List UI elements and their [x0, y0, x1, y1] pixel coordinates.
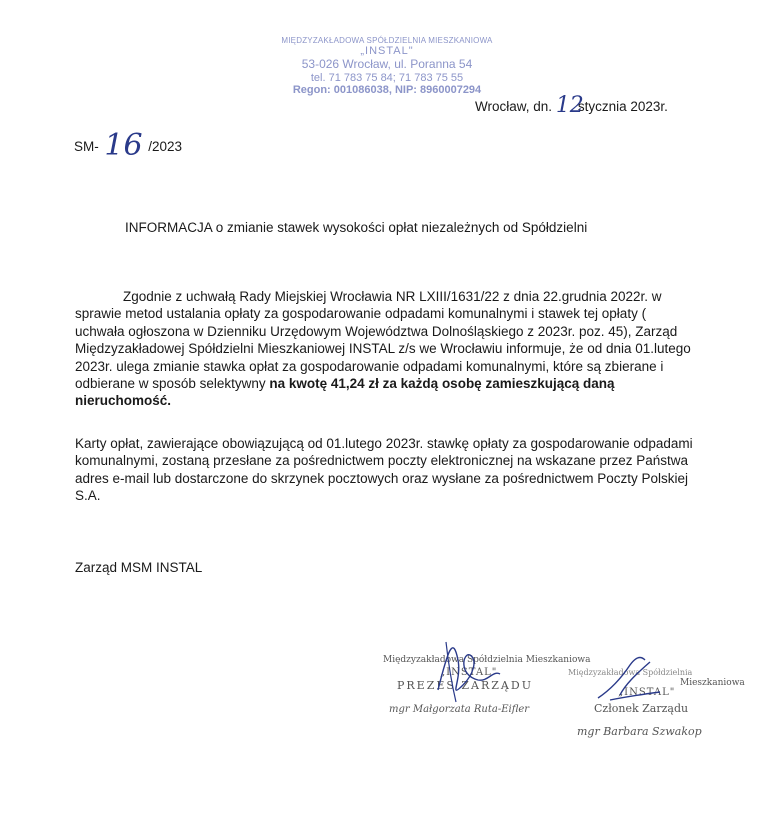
stamp-address: 53-026 Wrocław, ul. Poranna 54 [301, 56, 473, 71]
right-stamp-name: „INSTAL" [618, 687, 676, 698]
paragraph-1-text: Zgodnie z uchwałą Rady Miejskiej Wrocławia NR LXIII/1631/22 z dnia 22.grudnia 2022r. w sprawie metod ustalania opłaty za gospodarowanie odpadami komunalnymi i stawek tej opłaty ( uchwała ogłoszona w Dzienniku Urzędowym Województwa Dolnośląskiego z 2023r. poz. 45), Zarząd Międzyzakładowej Spółdzielni Mieszkaniowej INSTAL z/s we Wrocławiu informuje, że od dnia 01.lutego 2023r. ulega zmianie stawka opłat za gospodarowanie odpadami komunalnymi, które są zbierane i odbierane w sposób selektywny [75, 289, 691, 392]
right-stamp-org-end: Mieszkaniowa [680, 678, 745, 688]
left-signature [418, 630, 508, 710]
body-paragraph-1 [75, 288, 695, 410]
right-stamp-person: mgr Barbara Szwakop [577, 725, 702, 738]
place-date [475, 92, 668, 117]
stamp-phone: tel. 71 783 75 84; 71 783 75 55 [310, 71, 464, 84]
stamp-regon-nip: Regon: 001086038, NIP: 8960007294 [292, 84, 482, 97]
board-signoff: Zarząd MSM INSTAL [75, 560, 203, 575]
left-stamp-person: mgr Małgorzata Ruta-Eifler [389, 704, 530, 715]
place-prefix: Wrocław, dn. [475, 99, 553, 114]
handwritten-day: 12 [555, 93, 584, 118]
reference-suffix: /2023 [148, 139, 183, 154]
company-stamp [272, 36, 502, 97]
left-stamp-name: „INSTAL" [440, 667, 498, 678]
paragraph-1-bold: na kwotę 41,24 zł za każdą osobę zamieszkującą daną nieruchomość. [75, 376, 615, 409]
stamp-short-name: „INSTAL" [360, 45, 414, 58]
month-year: stycznia 2023r. [577, 99, 668, 114]
reference-prefix: SM- [74, 139, 99, 154]
body-paragraph-2: Karty opłat, zawierające obowiązującą od 01.lutego 2023r. stawkę opłaty za gospodarowanie odpadami komunalnymi, zostaną przesłane za pośrednictwem poczty elektronicznej na wskazane przez Państwa adres e-mail lub dostarczone do skrzynek pocztowych oraz wysłane za pośrednictwem Poczty Polskiej S.A. [75, 436, 693, 504]
stamp-org-name: MIĘDZYZAKŁADOWA SPÓŁDZIELNIA MIESZKANIOWA [281, 36, 493, 45]
right-signature [590, 650, 670, 710]
right-stamp-role: Członek Zarządu [594, 702, 689, 715]
handwritten-reference-number: 16 [104, 128, 143, 163]
document-title: INFORMACJA o zmianie stawek wysokości opłat niezależnych od Spółdzielni [125, 220, 588, 235]
left-stamp-role: PREZES ZARZĄDU [397, 679, 533, 692]
reference-number [74, 124, 183, 163]
left-stamp-org: Międzyzakładowa Spółdzielnia Mieszkaniowa [383, 655, 591, 665]
right-stamp-org: Międzyzakładowa Spółdzielnia [568, 668, 693, 677]
